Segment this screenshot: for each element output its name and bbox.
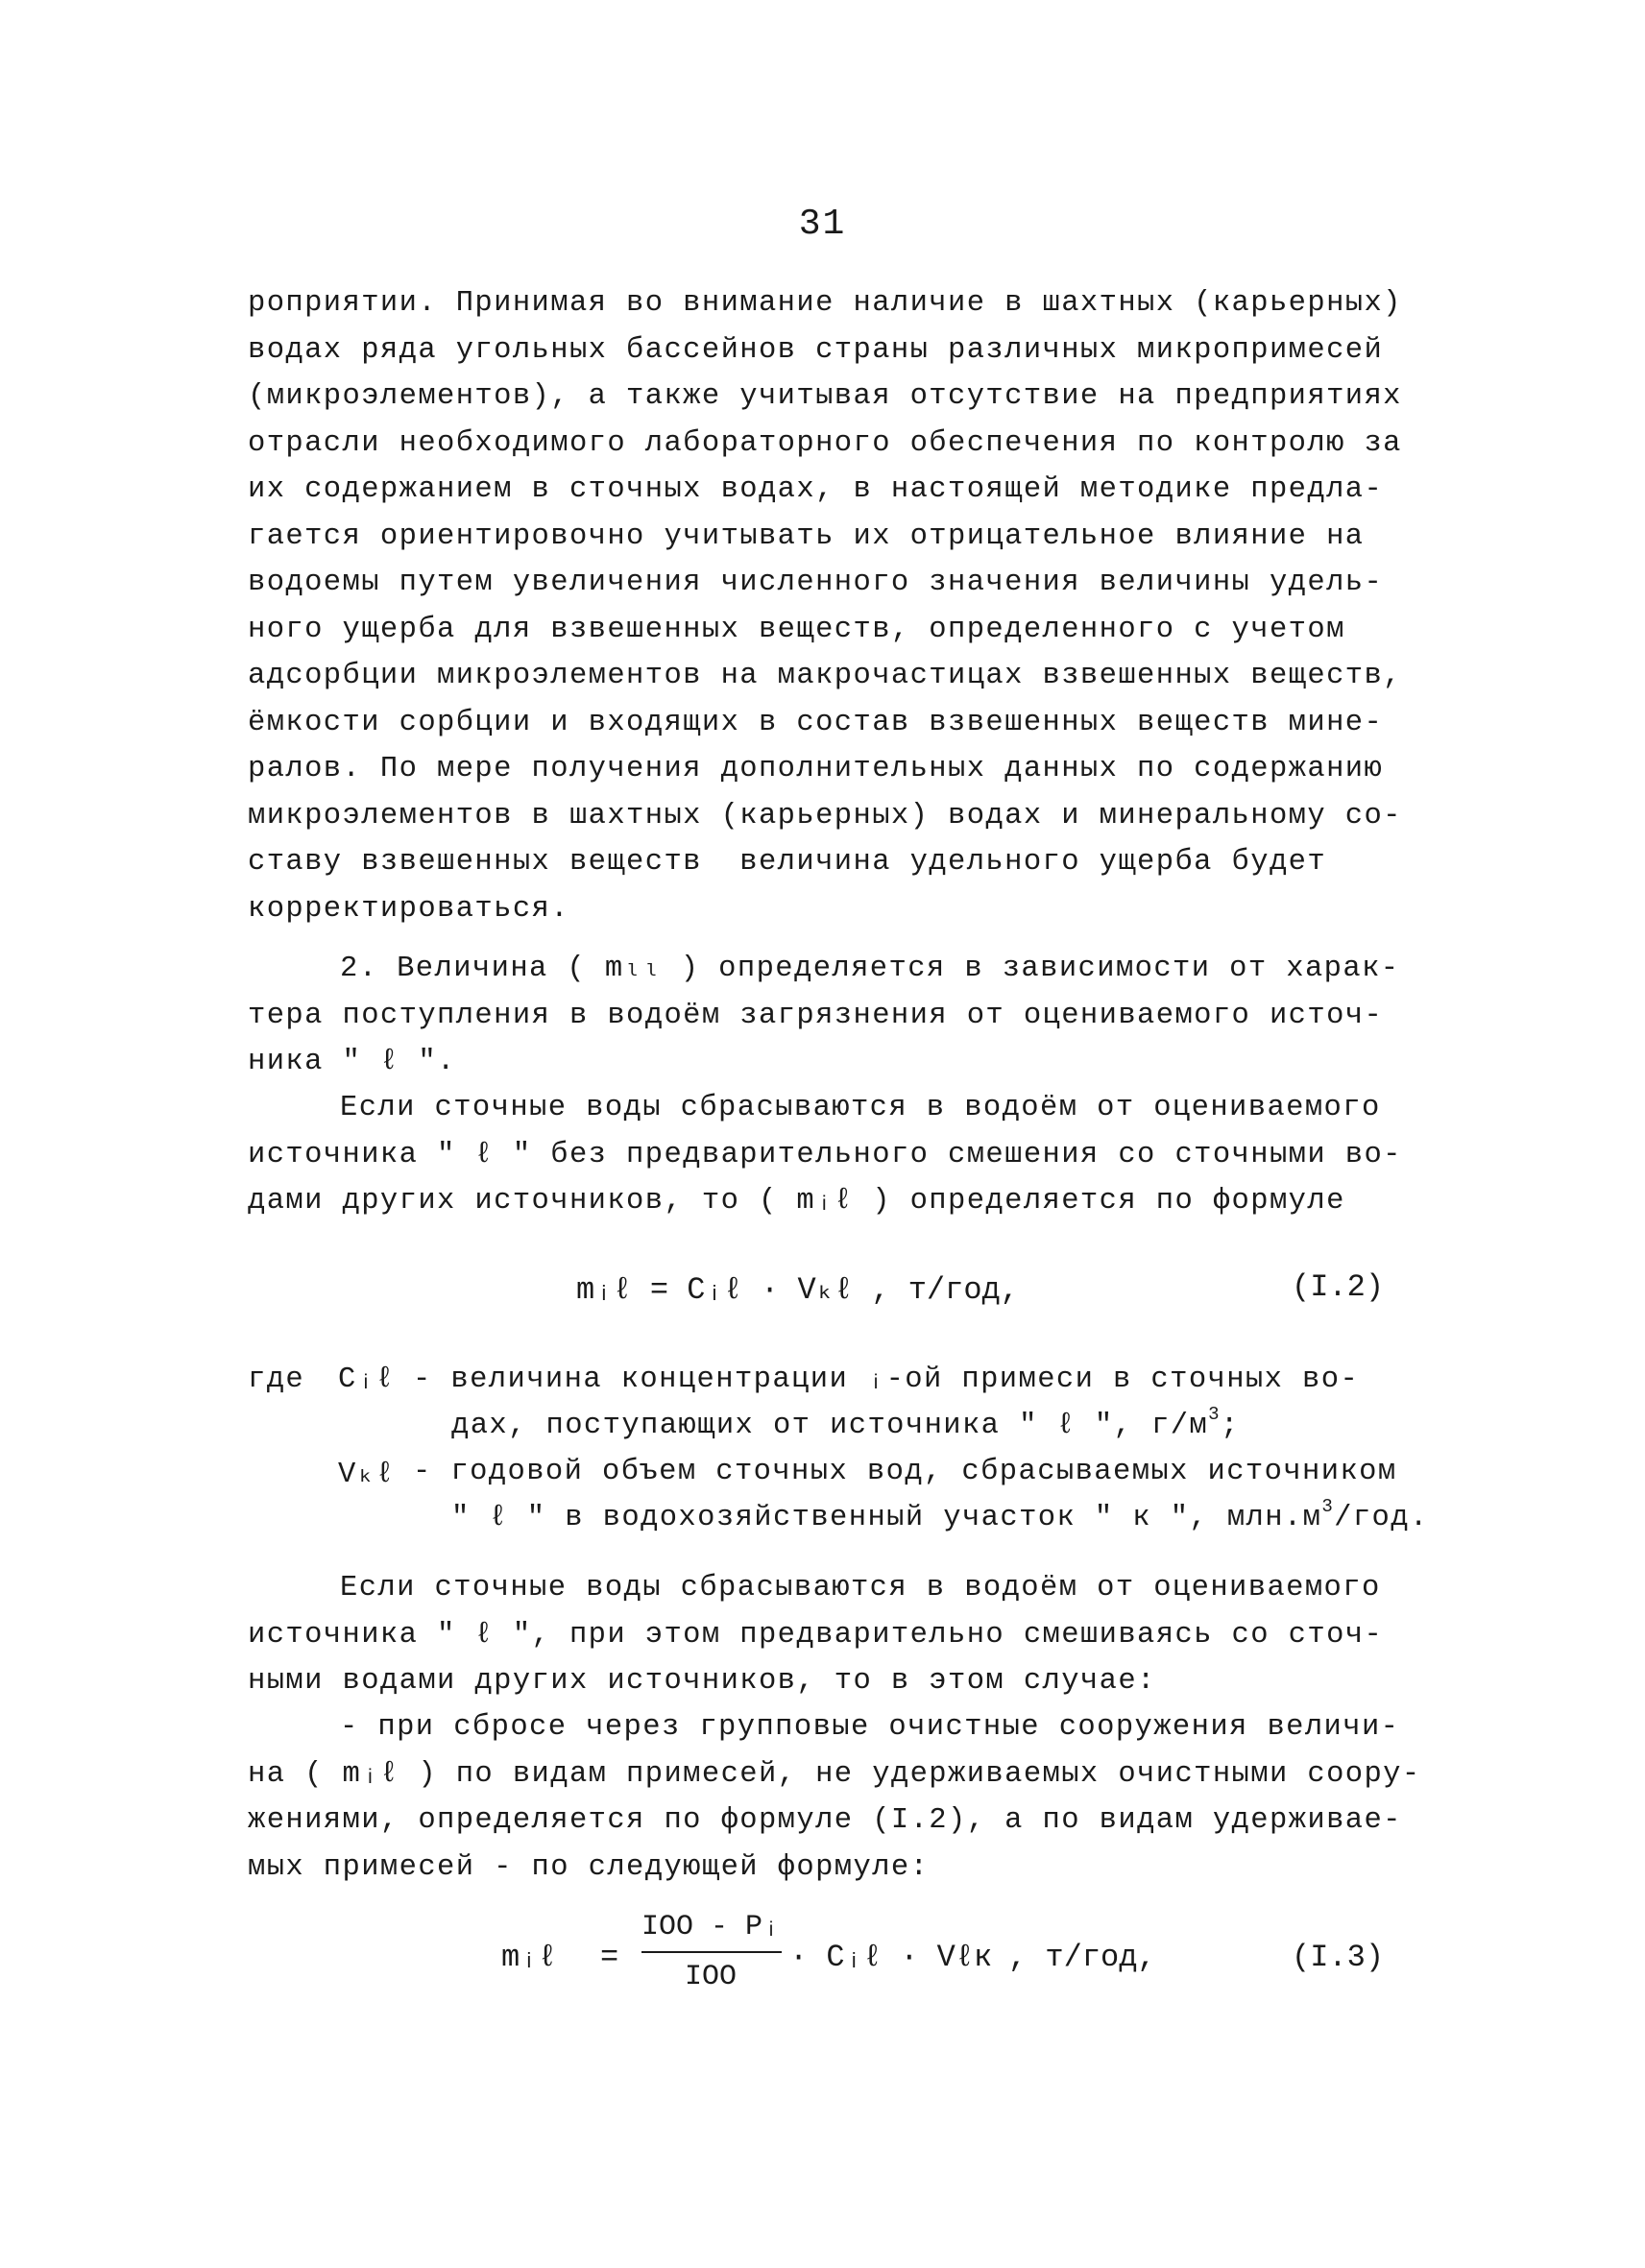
paragraph-3 [248,1085,1400,1225]
formula-1-2: mᵢℓ = Cᵢℓ · Vₖℓ , т/год, [576,1272,1019,1308]
definition-line: " ℓ " в водохозяйственный участок " к ", $млн.м^3$/год. [451,1496,1429,1534]
text-line: гается ориентировочно учитывать их отрицательное влияние на [248,519,1365,553]
text-line: водоемы путем увеличения численного значения величины удель- [248,567,1384,599]
text-line: дами других источников, то ( mᵢℓ ) определяется по формуле [248,1185,1345,1218]
text-line: ёмкости сорбции и входящих в состав взвешенных веществ мине- [248,706,1384,739]
text-line: ного ущерба для взвешенных веществ, определенного с учетом [248,613,1345,646]
text-line: Если сточные воды сбрасываются в водоём от оцениваемого [340,1572,1381,1604]
definition-line: дах, поступающих от источника " ℓ ", $г/м^3$; [451,1404,1240,1442]
definition-line: - годовой объем сточных вод, сбрасываемых источником [413,1456,1397,1488]
formula-lhs: mᵢℓ [501,1940,557,1975]
symbol-v: Vₖℓ [338,1459,396,1491]
equation-number: (I.3) [1292,1940,1385,1975]
where-label: где [248,1363,305,1396]
text-line: Если сточные воды сбрасываются в водоём от оцениваемого [340,1092,1381,1124]
text-line: водах ряда угольных бассейнов страны различных микропримесей [248,333,1384,367]
paragraph-5 [248,1704,1421,1891]
fraction-denominator: IOO [684,1961,737,1993]
symbol-c: Cᵢℓ [338,1363,396,1396]
text-line: тера поступления в водоём загрязнения от оцениваемого источ- [248,999,1384,1032]
text-line: мых примесей - по следующей формуле: [248,1850,930,1884]
paragraph-1 [248,280,1400,932]
text-line: жениями, определяется по формуле (I.2), а по видам удерживае- [248,1804,1402,1837]
paragraph-4 [248,1565,1400,1705]
page-number: 31 [798,204,847,245]
formula-equals: = [600,1940,619,1975]
text-line: роприятии. Принимая во внимание наличие в шахтных (карьерных) [248,287,1402,320]
text-line: источника " ℓ ", при этом предварительно смешиваясь со сточ- [248,1618,1384,1652]
formula-rhs: · Cᵢℓ · Vℓк [789,1940,993,1975]
text-line: источника " ℓ " без предварительного смешения со сточными во- [248,1138,1402,1171]
text-line: 2. Величина ( mₗₗ ) определяется в зависимости от харак- [340,953,1400,985]
text-line: ника " ℓ ". [248,1046,456,1078]
fraction-bar [641,1951,782,1953]
text-line: - при сбросе через групповые очистные сооружения величи- [340,1711,1400,1744]
text-line: адсорбции микроэлементов на макрочастицах взвешенных веществ, [248,660,1402,692]
paragraph-2 [248,946,1400,1086]
text-line: ралов. По мере получения дополнительных данных по содержанию [248,753,1384,785]
text-line: (микроэлементов), а также учитывая отсутствие на предприятиях [248,380,1402,413]
text-line: ставу взвешенных веществ величина удельного ущерба будет [248,846,1327,879]
text-line: микроэлементов в шахтных (карьерных) водах и минеральному со- [248,799,1402,832]
text-line: корректироваться. [248,892,569,926]
fraction-numerator: IOO - Pᵢ [641,1911,781,1943]
text-line: на ( mᵢℓ ) по видам примесей, не удерживаемых очистными соору- [248,1757,1421,1791]
formula-units: , т/год, [1008,1940,1156,1975]
text-line: отрасли необходимого лабораторного обеспечения по контролю за [248,426,1402,460]
definition-line: - величина концентрации ᵢ-ой примеси в сточных во- [413,1363,1360,1396]
text-line: ными водами других источников, то в этом случае: [248,1665,1156,1698]
equation-number: (I.2) [1292,1269,1385,1305]
text-line: их содержанием в сточных водах, в настоящей методике предла- [248,473,1384,506]
